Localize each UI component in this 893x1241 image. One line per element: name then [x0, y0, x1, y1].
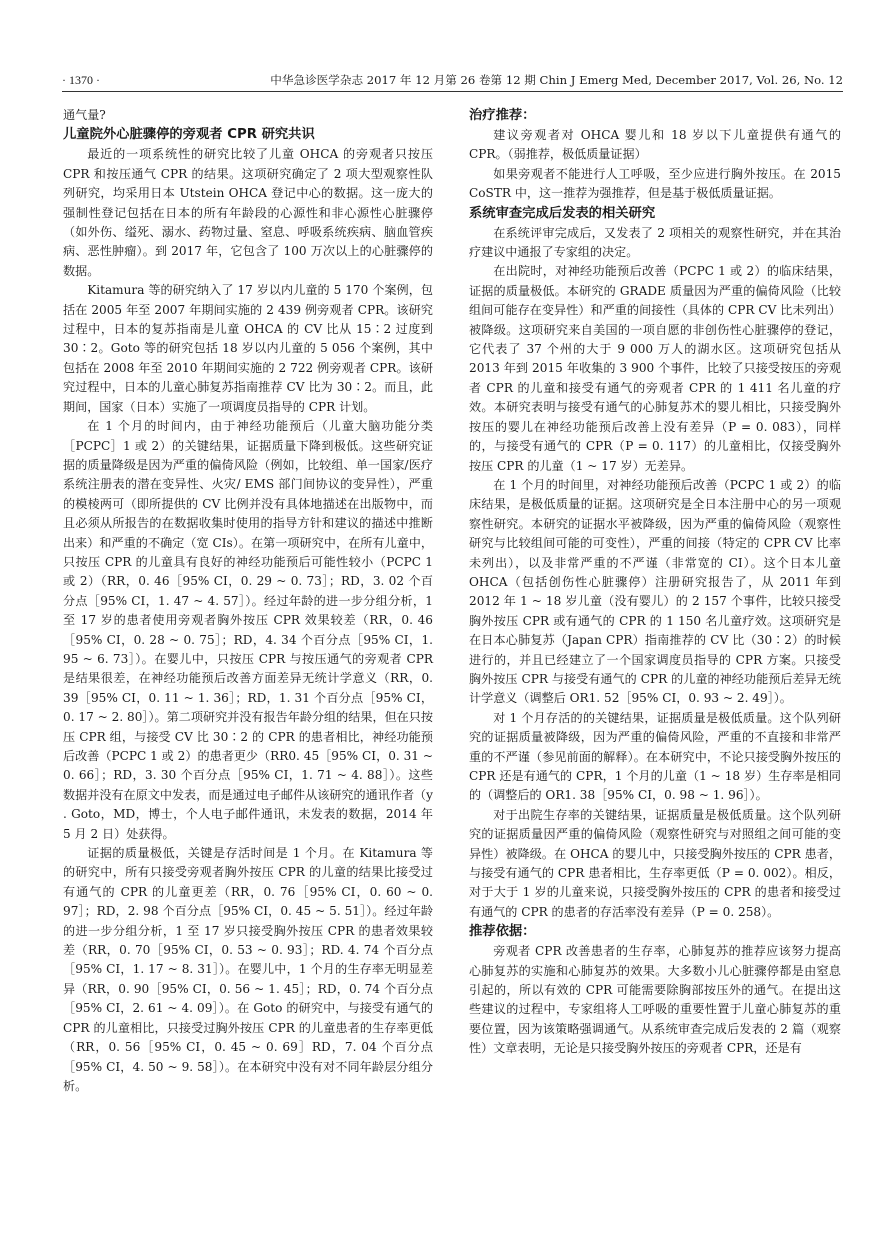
page-number: · 1370 ·	[62, 73, 100, 87]
section-heading-treatment: 治疗推荐：	[469, 108, 536, 123]
header-rule	[62, 91, 843, 92]
paragraph: 对 1 个月存活的的关键结果，证据质量是极低质量。这个队列研究的证据质量被降级，因为严重的偏倚风险，严重的不直接和非常严重的不严谨（参见前面的解释）。在本研究中，不论只接受胸外按压的 CPR 还是有通气的 CPR，1 个月的儿童（1 ~ 18 岁）生存率是相同的（调整后的 OR1. 38［95% CI，0. 98 ~ 1. 96］）。	[469, 710, 841, 803]
left-column	[63, 106, 433, 1096]
paragraph: 在系统评审完成后，又发表了 2 项相关的观察性研究，并在其治疗建议中通报了专家组的决定。	[469, 225, 841, 260]
paragraph: 在 1 个月的时间里，对神经功能预后改善（PCPC 1 或 2）的临床结果，是极低质量的证据。这项研究是全日本注册中心的另一项观察性研究。本研究的证据水平被降级，因为严重的偏倚风险（观察性研究与比较组间可能的可变性），严重的间接（特定的 CPR CV 比率未列出），以及非常严重的不严谨（非常宽的 CI）。这个日本儿童 OHCA（包括创伤性心脏骤停）注册研究报告了，从 2011 年到 2012 年 1 ~ 18 岁儿童（没有婴儿）的 2 157 个事件，比较只接受胸外按压 CPR 或有通气的 CPR 的 1 150 名儿童疗效。这项研究是在日本心肺复苏（Japan CPR）指南推荐的 CV 比（30∶2）的时候进行的，并且已经建立了一个国家调度员指导的 CPR 方案。只接受胸外按压 CPR 与接受有通气的 CPR 的儿童的神经功能预后差异无统计学意义（调整后 OR1. 52［95% CI，0. 93 ~ 2. 49］）。	[469, 477, 841, 706]
paragraph: 在出院时，对神经功能预后改善（PCPC 1 或 2）的临床结果，证据的质量极低。本研究的 GRADE 质量因为严重的偏倚风险（比较组间可能存在变异性）和严重的间接性（具体的 CPR CV 比未列出）被降级。这项研究来自美国的一项自愿的非创伤性心脏骤停的登记，它代表了 37 个州的大于 9 000 万人的湖水区。这项研究包括从 2013 年到 2015 年收集的 3 900 个事件，比较了只接受按压的旁观者 CPR 的儿童和接受有通气的旁观者 CPR 的 1 411 名儿童的疗效。本研究表明与接受有通气的心肺复苏术的婴儿相比，只接受胸外按压的婴儿在神经功能预后改善上没有差异（P = 0. 083），同样的，与接受有通气的 CPR（P = 0. 117）的儿童相比，仅接受胸外按压 CPR 的儿童（1 ~ 17 岁）无差异。	[469, 264, 841, 473]
section-heading-related-studies: 系统审查完成后发表的相关研究	[469, 205, 656, 221]
paragraph: 建议旁观者对 OHCA 婴儿和 18 岁以下儿童提供有通气的 CPR。（弱推荐，极低质量证据）	[469, 128, 841, 162]
paragraph: 在 1 个月的时间内，由于神经功能预后（儿童大脑功能分类［PCPC］1 或 2）的关键结果，证据质量下降到极低。这些研究证据的质量降级是因为严重的偏倚风险（例如，比较组、单一国家/医疗系统注册表的潜在变异性、火灾/ EMS 部门间协议的变异性），严重的模棱两可（即所提供的 CV 比例并没有具体地描述在出版物中，而且必须从所报告的在数据收集时使用的指导方针和建议的描述中推断出来）和严重的不确定（宽 CIs）。在第一项研究中，在所有儿童中，只按压 CPR 的儿童具有良好的神经功能预后可能性较小（PCPC 1 或 2）（RR，0. 46［95% CI，0. 29 ~ 0. 73］；RD，3. 02 个百分点［95% CI，1. 47 ~ 4. 57］）。经过年龄的进一步分组分析，1 至 17 岁的患者使用旁观者胸外按压 CPR 效果较差（RR，0. 46［95% CI，0. 28 ~ 0. 75］；RD，4. 34 个百分点［95% CI，1. 95 ~ 6. 73］）。在婴儿中，只按压 CPR 与按压通气的旁观者 CPR 是结果很差，在神经功能预后改善方面差异无统计学意义（RR，0. 39［95% CI，0. 11 ~ 1. 36］；RD，1. 31 个百分点［95% CI，0. 17 ~ 2. 80］）。第二项研究并没有报告年龄分组的结果，但在只按压 CPR 组，与接受 CV 比 30∶2 的 CPR 的患者相比，神经功能预后改善（PCPC 1 或 2）的患者更少（RR0. 45［95% CI，0. 31 ~ 0. 66］；RD，3. 30 个百分点［95% CI，1. 71 ~ 4. 88］）。这些数据并没有在原文中发表，而是通过电子邮件从该研究的通讯作者（y . Goto，MD，博士，个人电子邮件通讯，未发表的数据，2014 年 5 月 2 日）处获得。	[63, 419, 433, 841]
section-heading-rationale: 推荐依据：	[469, 924, 536, 940]
section-heading-consensus: 儿童院外心脏骤停的旁观者 CPR 研究共识	[63, 127, 315, 143]
right-column	[469, 106, 841, 1059]
paragraph: 证据的质量极低，关键是存活时间是 1 个月。在 Kitamura 等的研究中，所有只接受旁观者胸外按压 CPR 的儿童的结果比接受过有通气的 CPR 的儿童更差（RR，0. 76［95% CI，0. 60 ~ 0. 97］；RD，2. 98 个百分点［95% CI，0. 45 ~ 5. 51］）。经过年龄的进一步分组分析，1 至 17 岁只接受胸外按压 CPR 的患者效果较差（RR，0. 70［95% CI，0. 53 ~ 0. 93］；RD. 4. 74 个百分点［95% CI，1. 17 ~ 8. 31］）。在婴儿中，1 个月的生存率无明显差异（RR，0. 90［95% CI，0. 56 ~ 1. 45］；RD，0. 74 个百分点［95% CI，2. 61 ~ 4. 09］）。在 Goto 的研究中，与接受有通气的 CPR 的儿童相比，只接受过胸外按压 CPR 的儿童患者的生存率更低（RR，0. 56［95% CI，0. 45 ~ 0. 69］RD，7. 04 个百分点［95% CI，4. 50 ~ 9. 58］）。在本研究中没有对不同年龄层分组分析。	[63, 846, 433, 1093]
running-header	[62, 66, 843, 88]
paragraph: Kitamura 等的研究纳入了 17 岁以内儿童的 5 170 个案例，包括在 2005 年至 2007 年期间实施的 2 439 例旁观者 CPR。该研究过程中，日本的复苏指南是儿童 OHCA 的 CV 比从 15∶2 过度到 30∶2。Goto 等的研究包括 18 岁以内儿童的 5 056 个案例，其中包括在 2008 年至 2010 年期间实施的 2 722 例旁观者 CPR。该研究过程中，日本的儿童心肺复苏指南推荐 CV 比为 30∶2。而且，此期间，国家（日本）实施了一项调度员指导的 CPR 计划。	[63, 283, 433, 414]
journal-citation: 中华急诊医学杂志 2017 年 12 月第 26 卷第 12 期 Chin J Emerg Med, December 2017, Vol. 26, No. 12	[270, 73, 843, 87]
paragraph: 对于出院生存率的关键结果，证据质量是极低质量。这个队列研究的证据质量因严重的偏倚风险（观察性研究与对照组之间可能的变异性）被降级。在 OHCA 的婴儿中，只接受胸外按压的 CPR 患者，与接受有通气的 CPR 患者相比，生存率更低（P = 0. 002）。相反，对于大于 1 岁的儿童来说，只接受胸外按压的 CPR 的患者和接受过有通气的 CPR 的患者的存活率没有差异（P = 0. 258）。	[469, 807, 841, 919]
paragraph: 最近的一项系统性的研究比较了儿童 OHCA 的旁观者只按压 CPR 和按压通气 CPR 的结果。这项研究确定了 2 项大型观察性队列研究，均采用日本 Utstein OHCA 登记中心的数据。这一庞大的强制性登记包括在日本的所有年龄段的心源性和非心源性心脏骤停（如外伤、缢死、溺水、药物过量、窒息、呼吸系统疾病、脑血管疾病、恶性肿瘤）。到 2017 年，它包含了 100 万次以上的心脏骤停的数据。	[63, 147, 433, 278]
paragraph-continuation: 通气量?	[63, 108, 106, 122]
paragraph: 旁观者 CPR 改善患者的生存率，心肺复苏的推荐应该努力提高心肺复苏的实施和心肺复苏的效果。大多数小儿心脏骤停都是由窒息引起的，所以有效的 CPR 可能需要除胸部按压外的通气。在提出这些建议的过程中，专家组将人工呼吸的重要性置于儿童心肺复苏的重要位置，因为该策略强调通气。从系统审查完成后发表的 2 篇（观察性）文章表明，无论是只接受胸外按压的旁观者 CPR，还是有	[469, 944, 841, 1056]
paragraph: 如果旁观者不能进行人工呼吸，至少应进行胸外按压。在 2015 CoSTR 中，这一推荐为强推荐，但是基于极低质量证据。	[469, 166, 841, 201]
